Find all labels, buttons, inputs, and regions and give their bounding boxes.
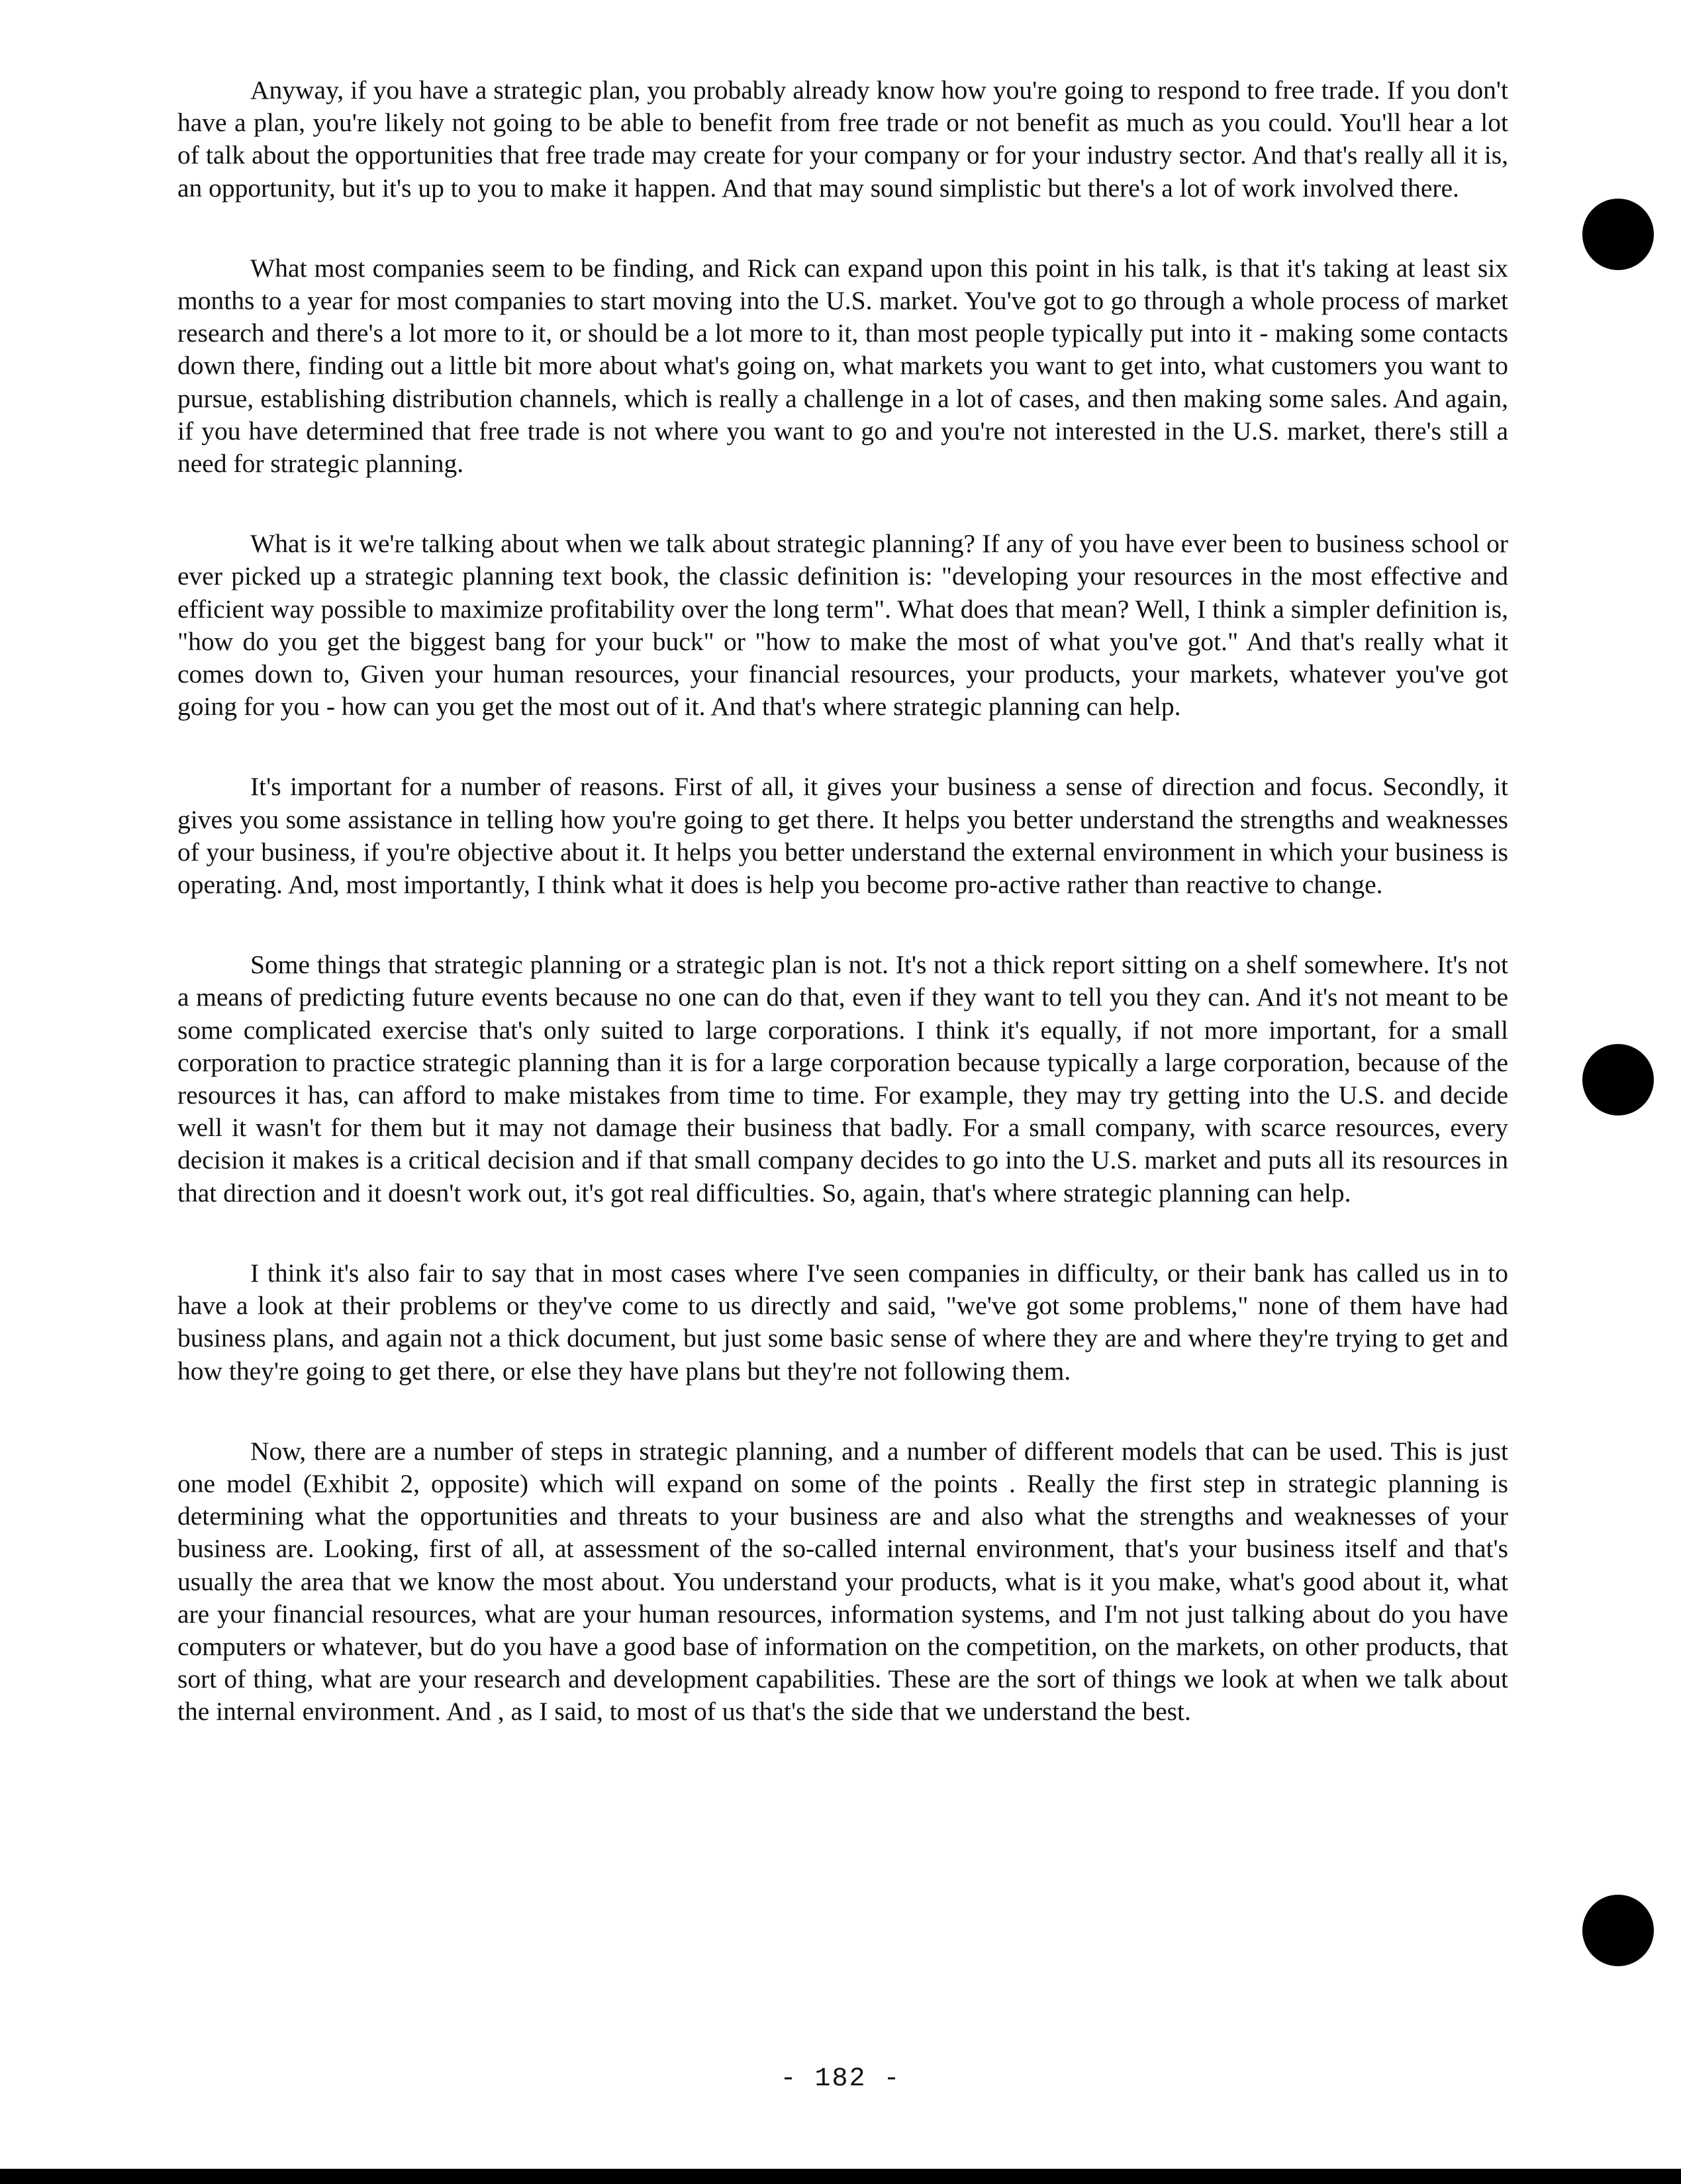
paragraph: I think it's also fair to say that in most cases where I've seen companies in difficulty, or their bank has called us in to have a look at their problems or they've come to us directly and said, "we've got some problems," none of them have had business plans, and again not a thick document, but just some basic sense of where they are and where they're trying to get and how they're going to get there, or else they have plans but they're not following them.: [177, 1258, 1508, 1386]
page-number: - 182 -: [780, 2064, 901, 2094]
paragraph: What most companies seem to be finding, and Rick can expand upon this point in his talk, is that it's taking at least six months to a year for most companies to start moving into the U.S. market. You've got to go through a whole process of market research and there's a lot more to it, or should be a lot more to it, than most people typically put into it - making some contacts down there, finding out a little bit more about what's going on, what markets you want to get into, what customers you want to pursue, establishing distribution channels, which is really a challenge in a lot of cases, and then making some sales. And again, if you have determined that free trade is not where you want to go and you're not interested in the U.S. market, there's still a need for strategic planning.: [177, 253, 1508, 479]
punch-hole: [1582, 1044, 1654, 1116]
paragraph: It's important for a number of reasons. First of all, it gives your business a sense of direction and focus. Secondly, it gives you some assistance in telling how you're going to get there. It helps you better understand the strengths and weaknesses of your business, if you're objective about it. It helps you better understand the external environment in which your business is operating. And, most importantly, I think what it does is help you become pro-active rather than reactive to change.: [177, 772, 1508, 900]
paragraph: What is it we're talking about when we talk about strategic planning? If any of you have ever been to business school or ever picked up a strategic planning text book, the classic definition is: "developing your resources in the most effective and efficient way possible to maximize profitability over the long term". What does that mean? Well, I think a simpler definition is, "how do you get the biggest bang for your buck" or "how to make the most of what you've got." And that's really what it comes down to, Given your human resources, your financial resources, your products, your markets, whatever you've got going for you - how can you get the most out of it. And that's where strategic planning can help.: [177, 529, 1508, 722]
paragraph: Anyway, if you have a strategic plan, you probably already know how you're going to respond to free trade. If you don't have a plan, you're likely not going to be able to benefit from free trade or not benefit as much as you could. You'll hear a lot of talk about the opportunities that free trade may create for your company or for your industry sector. And that's really all it is, an opportunity, but it's up to you to make it happen. And that may sound simplistic but there's a lot of work involved there.: [177, 75, 1508, 203]
scan-bottom-edge: [0, 2169, 1681, 2184]
paragraph: Some things that strategic planning or a strategic plan is not. It's not a thick report sitting on a shelf somewhere. It's not a means of predicting future events because no one can do that, even if they want to tell you they can. And it's not meant to be some complicated exercise that's only suited to large corporations. I think it's equally, if not more important, for a small corporation to practice strategic planning than it is for a large corporation because typically a large corporation, because of the resources it has, can afford to make mistakes from time to time. For example, they may try getting into the U.S. and decide well it wasn't for them but it may not damage their business that badly. For a small company, with scarce resources, every decision it makes is a critical decision and if that small company decides to go into the U.S. market and puts all its resources in that direction and it doesn't work out, it's got real difficulties. So, again, that's where strategic planning can help.: [177, 950, 1508, 1208]
punch-hole: [1582, 199, 1654, 270]
document-body: [177, 74, 1508, 1776]
punch-hole: [1582, 1895, 1654, 1966]
paragraph: Now, there are a number of steps in strategic planning, and a number of different models that can be used. This is just one model (Exhibit 2, opposite) which will expand on some of the points . Really the first step in strategic planning is determining what the opportunities and threats to your business are and also what the strengths and weaknesses of your business are. Looking, first of all, at assessment of the so-called internal environment, that's your business itself and that's usually the area that we know the most about. You understand your products, what is it you make, what's good about it, what are your financial resources, what are your human resources, information systems, and I'm not just talking about do you have computers or whatever, but do you have a good base of information on the competition, on the markets, on other products, that sort of thing, what are your research and development capabilities. These are the sort of things we look at when we talk about the internal environment. And , as I said, to most of us that's the side that we understand the best.: [177, 1436, 1508, 1727]
